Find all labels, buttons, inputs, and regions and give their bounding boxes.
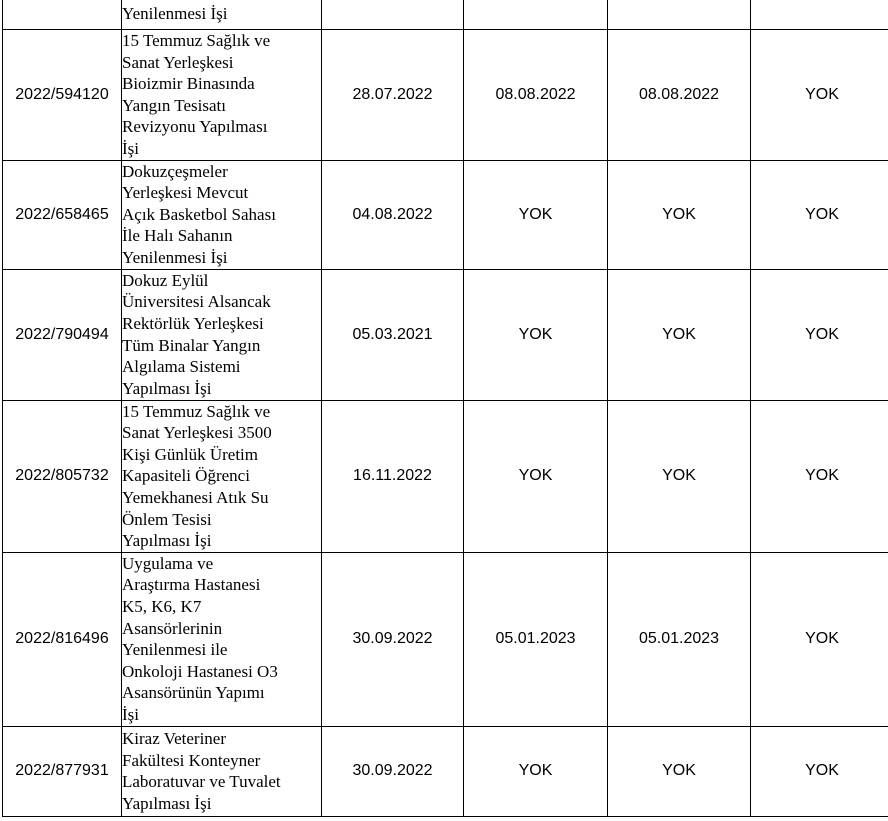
contract-date — [608, 0, 751, 30]
tender-date: 08.08.2022 — [464, 30, 608, 161]
tender-date: 05.01.2023 — [464, 552, 608, 726]
status-value: YOK — [751, 160, 888, 269]
announcement-date: 30.09.2022 — [322, 552, 464, 726]
tender-description — [122, 400, 322, 552]
tender-number — [3, 0, 122, 30]
tender-number: 2022/805732 — [3, 400, 122, 552]
contract-date: YOK — [608, 160, 751, 269]
tender-description — [122, 269, 322, 400]
tender-table — [2, 0, 888, 817]
contract-date: YOK — [608, 400, 751, 552]
announcement-date: 28.07.2022 — [322, 30, 464, 161]
tender-number: 2022/594120 — [3, 30, 122, 161]
status-value: YOK — [751, 30, 888, 161]
status-value: YOK — [751, 552, 888, 726]
tender-date: YOK — [464, 726, 608, 816]
status-value: YOK — [751, 269, 888, 400]
table-row — [3, 552, 888, 726]
announcement-date: 30.09.2022 — [322, 726, 464, 816]
tender-description — [122, 552, 322, 726]
tender-description-text: Kiraz Veteriner Fakültesi Konteyner Laboratuvar ve Tuvalet Yapılması İşi — [122, 729, 281, 813]
status-value: YOK — [751, 726, 888, 816]
table-row — [3, 30, 888, 161]
table-row — [3, 160, 888, 269]
announcement-date — [322, 0, 464, 30]
contract-date: 08.08.2022 — [608, 30, 751, 161]
tender-description-text: Dokuz Eylül Üniversitesi Alsancak Rektörlük Yerleşkesi Tüm Binalar Yangın Algılama Sistemi Yapılması İşi — [122, 270, 271, 398]
contract-date: 05.01.2023 — [608, 552, 751, 726]
table-row — [3, 269, 888, 400]
status-value: YOK — [751, 400, 888, 552]
table-row — [3, 400, 888, 552]
contract-date: YOK — [608, 269, 751, 400]
table-row — [3, 726, 888, 816]
tender-description-text: 15 Temmuz Sağlık ve Sanat Yerleşkesi Bioizmir Binasında Yangın Tesisatı Revizyonu Yapılması İşi — [122, 31, 271, 158]
tender-date: YOK — [464, 400, 608, 552]
announcement-date: 16.11.2022 — [322, 400, 464, 552]
tender-description — [122, 160, 322, 269]
announcement-date: 04.08.2022 — [322, 160, 464, 269]
tender-date: YOK — [464, 269, 608, 400]
tender-date — [464, 0, 608, 30]
tender-description-text: Yenilenmesi İşi — [122, 3, 228, 23]
tender-number: 2022/877931 — [3, 726, 122, 816]
contract-date: YOK — [608, 726, 751, 816]
table-row — [3, 0, 888, 30]
tender-number: 2022/790494 — [3, 269, 122, 400]
tender-description-text: Dokuzçeşmeler Yerleşkesi Mevcut Açık Basketbol Sahası İle Halı Sahanın Yenilenmesi İşi — [122, 161, 276, 267]
tender-description — [122, 726, 322, 816]
tender-description — [122, 0, 322, 30]
tender-date: YOK — [464, 160, 608, 269]
tender-description — [122, 30, 322, 161]
status-value — [751, 0, 888, 30]
tender-description-text: Uygulama ve Araştırma Hastanesi K5, K6, K7 Asansörlerinin Yenilenmesi ile Onkoloji Hastanesi O3 Asansörünün Yapımı İşi — [122, 553, 278, 724]
tender-number: 2022/658465 — [3, 160, 122, 269]
announcement-date: 05.03.2021 — [322, 269, 464, 400]
tender-number: 2022/816496 — [3, 552, 122, 726]
tender-description-text: 15 Temmuz Sağlık ve Sanat Yerleşkesi 3500 Kişi Günlük Üretim Kapasiteli Öğrenci Yemekhanesi Atık Su Önlem Tesisi Yapılması İşi — [122, 401, 272, 551]
